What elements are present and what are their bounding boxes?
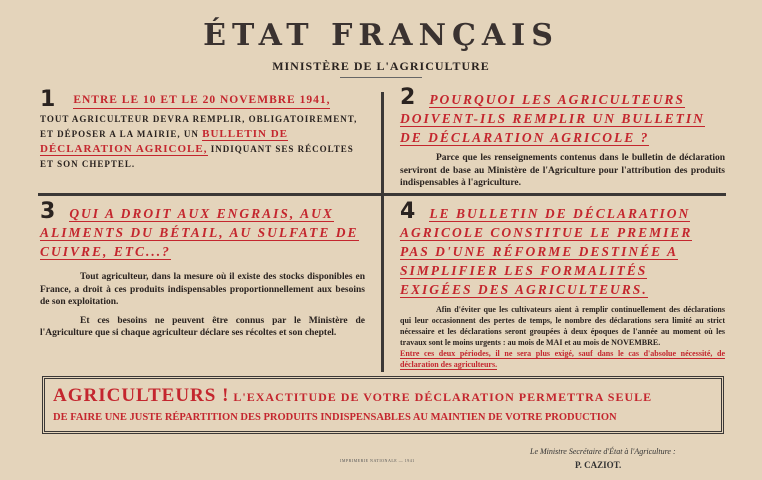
section-heading: LE BULLETIN DE DÉCLARATION AGRICOLE CONSTITUE LE PREMIER PAS D'UNE RÉFORME DESTINÉE A SIMPLIFIER LES FORMALITÉS EXIGÉES DES AGRICULTEURS. <box>400 206 693 297</box>
section-body: Parce que les renseignements contenus dans le bulletin de déclaration serviront de base au Ministère de l'Agriculture pour l'attribution des produits indispensables à l'agriculture. <box>400 153 725 188</box>
section-body-highlight: Entre ces deux périodes, il ne sera plus exigé, sauf dans le cas d'absolue nécessité, de déclaration des agriculteurs. <box>400 349 725 369</box>
ministry-subtitle: MINISTÈRE DE L'AGRICULTURE <box>272 59 490 73</box>
section-number: 1 <box>40 87 56 112</box>
section-body: Tout agriculteur, dans la mesure où il existe des stocks disponibles en France, a droit à ces produits indispensables proportionnellement aux besoins de son exploitation. <box>40 272 365 307</box>
section-number: 4 <box>400 199 418 224</box>
section-3 <box>40 199 365 340</box>
banner-lead: AGRICULTEURS ! <box>53 385 230 406</box>
printer-credit: IMPRIMERIE NATIONALE — 1941 <box>340 458 415 463</box>
section-heading: POURQUOI LES AGRICULTEURS DOIVENT-ILS REMPLIR UN BULLETIN DE DÉCLARATION AGRICOLE ? <box>400 92 705 145</box>
banner-line-2: DE FAIRE UNE JUSTE RÉPARTITION DES PRODUITS INDISPENSABLES AU MAINTIEN DE VOTRE PRODUCTION <box>53 412 617 423</box>
section-text-highlight: BULLETIN DE DÉCLARATION AGRICOLE, <box>40 128 289 155</box>
section-number: 2 <box>400 85 418 110</box>
signature-role: Le Ministre Secrétaire d'État à l'Agriculture : <box>530 447 676 456</box>
poster-title: ÉTAT FRANÇAIS <box>203 18 559 53</box>
signature-name: P. CAZIOT. <box>575 460 622 470</box>
banner-box <box>42 376 724 434</box>
section-heading: QUI A DROIT AUX ENGRAIS, AUX ALIMENTS DU BÉTAIL, AU SULFATE DE CUIVRE, ETC...? <box>40 206 359 259</box>
vertical-divider <box>381 92 384 372</box>
section-text: TOUT AGRICULTEUR DEVRA REMPLIR, OBLIGATOIREMENT, ET DÉPOSER A LA MAIRIE, UN <box>40 114 358 139</box>
section-1 <box>40 87 370 172</box>
section-heading: ENTRE LE 10 ET LE 20 NOVEMBRE 1941, <box>73 92 330 109</box>
section-text: INDIQUANT SES RÉCOLTES ET SON CHEPTEL. <box>40 144 354 169</box>
section-body: Afin d'éviter que les cultivateurs aient à remplir continuellement des déclarations qui leur occasionnent des pertes de temps, le nombre des déclarations sera limité au strict nécessaire et les déclarations seront groupées à deux époques de l'année au moment où les travaux sont le moins urgents : au mois de MAI et au mois de NOVEMBRE. <box>400 305 725 347</box>
banner-line-1: L'EXACTITUDE DE VOTRE DÉCLARATION PERMETTRA SEULE <box>229 390 653 404</box>
subtitle-rule <box>340 77 422 78</box>
section-2 <box>400 85 725 190</box>
section-number: 3 <box>40 199 58 224</box>
section-4 <box>400 199 725 370</box>
section-body: Et ces besoins ne peuvent être connus par le Ministère de l'Agriculture que si chaque agriculteur déclare ses récoltes et son cheptel. <box>40 315 365 338</box>
